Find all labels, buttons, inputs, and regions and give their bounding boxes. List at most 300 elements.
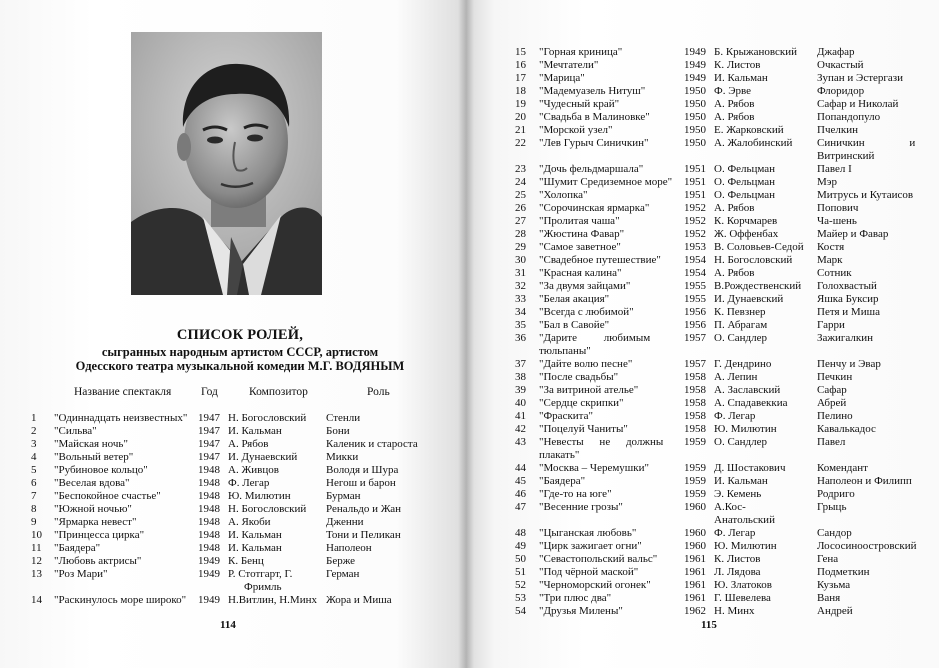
- table-row: [466, 384, 939, 397]
- row-year: 1950: [684, 124, 706, 136]
- table-row: [0, 503, 466, 516]
- row-year: 1954: [684, 254, 706, 266]
- row-num: 1: [31, 412, 37, 424]
- row-num: 37: [515, 358, 526, 370]
- row-title: "Сердце скрипки": [539, 397, 624, 409]
- left-page: [0, 0, 466, 668]
- row-role: Негош и барон: [326, 477, 396, 489]
- row-composer: Ю. Милютин: [714, 540, 777, 552]
- row-year: 1961: [684, 592, 706, 604]
- row-title: "Лев Гурыч Синичкин": [539, 137, 649, 149]
- row-year: 1958: [684, 423, 706, 435]
- table-row: [0, 516, 466, 529]
- row-num: 30: [515, 254, 526, 266]
- row-title: "Друзья Милены": [539, 605, 623, 617]
- row-year: 1956: [684, 306, 706, 318]
- row-num: 8: [31, 503, 37, 515]
- row-num: 27: [515, 215, 526, 227]
- row-num: 9: [31, 516, 37, 528]
- row-role: Пенчу и Эвар: [817, 358, 881, 370]
- page-number: 115: [701, 619, 717, 631]
- table-row: [466, 280, 939, 293]
- row-num: 38: [515, 371, 526, 383]
- table-row: [0, 542, 466, 555]
- table-row: [466, 241, 939, 254]
- row-title: "Поцелуй Чаниты": [539, 423, 628, 435]
- row-composer: А. Рябов: [714, 111, 755, 123]
- row-role: Яшка Буксир: [817, 293, 879, 305]
- row-num: 41: [515, 410, 526, 422]
- row-composer: Ю. Милютин: [714, 423, 777, 435]
- row-num: 20: [515, 111, 526, 123]
- row-composer: А. Рябов: [714, 202, 755, 214]
- row-title: "Горная криница": [539, 46, 623, 58]
- row-composer: И. Дунаевский: [228, 451, 298, 463]
- row-year: 1951: [684, 163, 706, 175]
- row-composer: Э. Кемень: [714, 488, 762, 500]
- row-year: 1948: [198, 477, 220, 489]
- row-year: 1952: [684, 202, 706, 214]
- row-role: Тони и Пеликан: [326, 529, 401, 541]
- header-year: Год: [201, 386, 218, 398]
- row-year: 1948: [198, 516, 220, 528]
- row-role: Кузьма: [817, 579, 851, 591]
- row-num: 11: [31, 542, 42, 554]
- row-num: 18: [515, 85, 526, 97]
- row-num: 7: [31, 490, 37, 502]
- row-composer: К. Листов: [714, 59, 761, 71]
- row-year: 1956: [684, 319, 706, 331]
- row-title: "Сорочинская ярмарка": [539, 202, 650, 214]
- row-composer: К. Бенц: [228, 555, 264, 567]
- row-composer: Д. Шостакович: [714, 462, 786, 474]
- row-num: 13: [31, 568, 42, 580]
- row-title: "Весенние грозы": [539, 501, 623, 513]
- row-title: "Морской узел": [539, 124, 613, 136]
- row-num: 10: [31, 529, 42, 541]
- row-num: 34: [515, 306, 526, 318]
- table-row: [466, 371, 939, 384]
- row-title: "Ярмарка невест": [54, 516, 137, 528]
- row-title: "Где-то на юге": [539, 488, 612, 500]
- row-num: 22: [515, 137, 526, 149]
- row-role: Грыць: [817, 501, 847, 513]
- page-number: 114: [220, 619, 236, 631]
- row-role: Зажигалкин: [817, 332, 873, 344]
- table-row: [0, 555, 466, 568]
- row-role: Сандор: [817, 527, 852, 539]
- row-title: "Всегда с любимой": [539, 306, 634, 318]
- row-year: 1949: [684, 72, 706, 84]
- row-num: 54: [515, 605, 526, 617]
- row-year: 1947: [198, 451, 220, 463]
- row-num: 31: [515, 267, 526, 279]
- row-num: 52: [515, 579, 526, 591]
- row-title: "Москва – Черемушки": [539, 462, 649, 474]
- row-num: 42: [515, 423, 526, 435]
- row-composer: Б. Крыжановский: [714, 46, 798, 58]
- table-row: [466, 553, 939, 566]
- row-year: 1957: [684, 358, 706, 370]
- row-role: Бони: [326, 425, 350, 437]
- row-year: 1948: [198, 503, 220, 515]
- row-composer: Н.Витлин, Н.Минх: [228, 594, 317, 606]
- row-composer: В.Рождественский: [714, 280, 802, 292]
- row-year: 1948: [198, 542, 220, 554]
- table-row: [466, 163, 939, 176]
- row-role: Голохвастый: [817, 280, 877, 292]
- row-title: "За двумя зайцами": [539, 280, 631, 292]
- row-composer: А. Живцов: [228, 464, 279, 476]
- row-num: 35: [515, 319, 526, 331]
- row-year: 1948: [198, 464, 220, 476]
- row-year: 1949: [198, 568, 220, 580]
- list-subtitle-line1: сыгранных народным артистом СССР, артистом: [101, 345, 379, 359]
- row-year: 1947: [198, 425, 220, 437]
- row-role: Павел I: [817, 163, 852, 175]
- row-composer: И. Дунаевский: [714, 293, 784, 305]
- table-row: [466, 319, 939, 332]
- row-title: "Белая акация": [539, 293, 610, 305]
- row-title: "Фраскита": [539, 410, 593, 422]
- row-year: 1961: [684, 579, 706, 591]
- row-composer: П. Абрагам: [714, 319, 768, 331]
- row-num: 43: [515, 436, 526, 448]
- row-composer: А. Рябов: [228, 438, 269, 450]
- row-num: 45: [515, 475, 526, 487]
- row-title: "За витриной ателье": [539, 384, 639, 396]
- row-composer: Н. Богословский: [228, 412, 307, 424]
- row-composer: Г. Дендрино: [714, 358, 772, 370]
- row-title: "Майская ночь": [54, 438, 128, 450]
- table-row: [0, 529, 466, 542]
- row-composer: Ф. Легар: [714, 410, 756, 422]
- row-role: Абрей: [817, 397, 847, 409]
- row-title: "Сильва": [54, 425, 97, 437]
- row-composer: А.Кос-: [714, 501, 746, 513]
- row-role: Герман: [326, 568, 360, 580]
- table-row: [466, 488, 939, 501]
- row-role: Кавалькадос: [817, 423, 876, 435]
- row-role: Наполеон и Филипп: [817, 475, 912, 487]
- row-composer: О. Сандлер: [714, 332, 768, 344]
- table-row: [466, 436, 939, 449]
- row-title: "Одиннадцать неизвестных": [54, 412, 188, 424]
- table-row: [466, 332, 939, 345]
- table-row: [466, 111, 939, 124]
- list-subtitle-line2: Одесского театра музыкальной комедии М.Г. ВОДЯНЫМ: [75, 359, 405, 373]
- row-composer-continuation: Фримль: [244, 581, 282, 593]
- table-row: [466, 462, 939, 475]
- row-composer: Ю. Милютин: [228, 490, 291, 502]
- row-year: 1954: [684, 267, 706, 279]
- header-role: Роль: [367, 386, 390, 398]
- row-composer: Г. Шевелева: [714, 592, 771, 604]
- row-role: Жора и Миша: [326, 594, 392, 606]
- row-role: Очкастый: [817, 59, 864, 71]
- row-role: Наполеон: [326, 542, 372, 554]
- row-role: Джафар: [817, 46, 855, 58]
- row-num: 25: [515, 189, 526, 201]
- portrait-photo: [131, 32, 322, 295]
- row-composer: О. Фельцман: [714, 176, 776, 188]
- row-composer: Ф. Легар: [714, 527, 756, 539]
- row-year: 1950: [684, 137, 706, 149]
- row-num: 47: [515, 501, 526, 513]
- row-num: 40: [515, 397, 526, 409]
- table-row: [0, 464, 466, 477]
- table-row: [466, 137, 939, 150]
- row-title: "Рубиновое кольцо": [54, 464, 148, 476]
- row-composer: А. Жалобинский: [714, 137, 793, 149]
- row-year: 1955: [684, 280, 706, 292]
- row-title: "Баядера": [539, 475, 586, 487]
- row-title: "Холопка": [539, 189, 588, 201]
- row-num: 33: [515, 293, 526, 305]
- row-num: 49: [515, 540, 526, 552]
- row-role: Сафар: [817, 384, 847, 396]
- row-title: "Черноморский огонек": [539, 579, 651, 591]
- row-num: 12: [31, 555, 42, 567]
- row-year: 1960: [684, 501, 706, 513]
- table-row: [0, 477, 466, 490]
- row-num: 36: [515, 332, 526, 344]
- row-title: "Беспокойное счастье": [54, 490, 161, 502]
- row-role: Дженни: [326, 516, 364, 528]
- table-row: [466, 527, 939, 540]
- table-row: [466, 46, 939, 59]
- row-year: 1952: [684, 228, 706, 240]
- table-row: [466, 423, 939, 436]
- table-row: [466, 215, 939, 228]
- row-role: Гена: [817, 553, 839, 565]
- row-composer: А. Якоби: [228, 516, 271, 528]
- row-year: 1961: [684, 553, 706, 565]
- table-row: [466, 59, 939, 72]
- table-row: [466, 592, 939, 605]
- row-year: 1952: [684, 215, 706, 227]
- row-title: "Мадемуазель Нитуш": [539, 85, 646, 97]
- row-year: 1948: [198, 490, 220, 502]
- row-year: 1961: [684, 566, 706, 578]
- row-composer: И. Кальман: [228, 529, 282, 541]
- row-num: 48: [515, 527, 526, 539]
- row-composer: Ф. Легар: [228, 477, 270, 489]
- row-composer: К. Листов: [714, 553, 761, 565]
- row-role: Мэр: [817, 176, 838, 188]
- row-title: "Невесты не должны: [539, 436, 664, 448]
- row-num: 46: [515, 488, 526, 500]
- row-role: Сафар и Николай: [817, 98, 899, 110]
- row-year: 1949: [684, 59, 706, 71]
- row-title: "Роз Мари": [54, 568, 108, 580]
- row-role: Подметкин: [817, 566, 870, 578]
- row-title: "Цыганская любовь": [539, 527, 637, 539]
- table-row: [466, 501, 939, 514]
- table-row: [0, 490, 466, 503]
- table-row: [466, 176, 939, 189]
- row-composer: К. Певзнер: [714, 306, 766, 318]
- row-role: Микки: [326, 451, 359, 463]
- table-row: [466, 579, 939, 592]
- row-num: 3: [31, 438, 37, 450]
- row-composer: И. Кальман: [714, 72, 768, 84]
- row-role: Ча-шень: [817, 215, 857, 227]
- row-role: Каленик и староста: [326, 438, 418, 450]
- row-role: Печкин: [817, 371, 853, 383]
- row-title: "Бал в Савойе": [539, 319, 610, 331]
- row-year: 1960: [684, 540, 706, 552]
- table-row: [0, 594, 466, 607]
- row-year: 1960: [684, 527, 706, 539]
- row-title: "Принцесса цирка": [54, 529, 145, 541]
- row-num: 14: [31, 594, 42, 606]
- row-year: 1951: [684, 189, 706, 201]
- row-role: Андрей: [817, 605, 853, 617]
- row-role: Зупан и Эстергази: [817, 72, 904, 84]
- row-title: "Пролитая чаша": [539, 215, 620, 227]
- table-row: [466, 397, 939, 410]
- row-year: 1958: [684, 384, 706, 396]
- row-num: 19: [515, 98, 526, 110]
- row-year: 1949: [198, 555, 220, 567]
- row-year: 1958: [684, 397, 706, 409]
- row-title: "Жюстина Фавар": [539, 228, 625, 240]
- row-role: Володя и Шура: [326, 464, 399, 476]
- row-composer: К. Корчмарев: [714, 215, 778, 227]
- row-composer: А. Рябов: [714, 267, 755, 279]
- row-title: "После свадьбы": [539, 371, 619, 383]
- table-row: [466, 540, 939, 553]
- row-role: Петя и Миша: [817, 306, 880, 318]
- row-composer: А. Лепин: [714, 371, 758, 383]
- row-year: 1959: [684, 475, 706, 487]
- row-num: 4: [31, 451, 37, 463]
- row-role: Флоридор: [817, 85, 865, 97]
- table-row: [466, 605, 939, 618]
- row-composer: Е. Жарковский: [714, 124, 784, 136]
- row-role: Гарри: [817, 319, 845, 331]
- header-composer: Композитор: [249, 386, 308, 398]
- row-composer-continuation: Анатольский: [714, 514, 775, 526]
- row-role: Лососиноостровский: [817, 540, 917, 552]
- row-title: "Свадьба в Малиновке": [539, 111, 650, 123]
- table-row: [466, 358, 939, 371]
- row-role: Павел: [817, 436, 846, 448]
- row-composer: В. Соловьев-Седой: [714, 241, 804, 253]
- row-role: Бурман: [326, 490, 361, 502]
- row-role: Ваня: [817, 592, 841, 604]
- row-title: "Мечтатели": [539, 59, 599, 71]
- table-row: [466, 228, 939, 241]
- row-title: "Красная калина": [539, 267, 622, 279]
- row-year: 1950: [684, 111, 706, 123]
- row-num: 51: [515, 566, 526, 578]
- row-year: 1957: [684, 332, 706, 344]
- row-num: 21: [515, 124, 526, 136]
- row-year: 1953: [684, 241, 706, 253]
- row-role-continuation: Витринский: [817, 150, 875, 162]
- row-num: 50: [515, 553, 526, 565]
- row-composer: Ж. Оффенбах: [714, 228, 779, 240]
- row-num: 23: [515, 163, 526, 175]
- row-composer: Л. Лядова: [714, 566, 761, 578]
- row-title: "Дарите любимым: [539, 332, 651, 344]
- row-title: "Дочь фельдмаршала": [539, 163, 644, 175]
- row-composer: Ф. Эрве: [714, 85, 751, 97]
- row-year: 1958: [684, 410, 706, 422]
- book-spine-shadow: [458, 0, 474, 668]
- row-title: "Веселая вдова": [54, 477, 130, 489]
- row-num: 28: [515, 228, 526, 240]
- row-year: 1959: [684, 488, 706, 500]
- row-role: Марк: [817, 254, 843, 266]
- table-row: [466, 410, 939, 423]
- table-row: [466, 566, 939, 579]
- row-composer: А. Спадавеккиа: [714, 397, 788, 409]
- row-role: Родриго: [817, 488, 855, 500]
- row-year: 1949: [198, 594, 220, 606]
- table-row: [466, 124, 939, 137]
- table-row: [466, 254, 939, 267]
- row-title: "Раскинулось море широко": [54, 594, 187, 606]
- row-role: Пелино: [817, 410, 853, 422]
- table-row: [466, 293, 939, 306]
- row-year: 1951: [684, 176, 706, 188]
- row-composer: О. Фельцман: [714, 189, 776, 201]
- row-role: Пчелкин: [817, 124, 858, 136]
- row-role: Попович: [817, 202, 859, 214]
- row-role: Попандопуло: [817, 111, 881, 123]
- row-role: Берже: [326, 555, 356, 567]
- row-composer: Н. Богословский: [228, 503, 307, 515]
- row-num: 17: [515, 72, 526, 84]
- row-title: "Севастопольский вальс": [539, 553, 658, 565]
- right-page: [466, 0, 939, 668]
- row-composer: И. Кальман: [228, 542, 282, 554]
- row-num: 53: [515, 592, 526, 604]
- row-year: 1950: [684, 85, 706, 97]
- list-title: СПИСОК РОЛЕЙ,: [176, 327, 304, 343]
- row-title: "Дайте волю песне": [539, 358, 633, 370]
- row-num: 24: [515, 176, 526, 188]
- table-row: [466, 85, 939, 98]
- row-num: 44: [515, 462, 526, 474]
- row-role: Комендант: [817, 462, 868, 474]
- row-title-continuation: плакать": [539, 449, 580, 461]
- row-title: "Баядера": [54, 542, 101, 554]
- row-title: "Южной ночью": [54, 503, 132, 515]
- row-role: Сотник: [817, 267, 852, 279]
- row-title: "Шумит Средиземное море": [539, 176, 673, 188]
- row-composer: Н. Минх: [714, 605, 755, 617]
- row-year: 1949: [684, 46, 706, 58]
- row-composer: О. Фельцман: [714, 163, 776, 175]
- row-title: "Три плюс два": [539, 592, 612, 604]
- table-row: [0, 412, 466, 425]
- row-title: "Цирк зажигает огни": [539, 540, 642, 552]
- row-title: "Чудесный край": [539, 98, 620, 110]
- row-composer: Р. Стотгарт, Г.: [228, 568, 293, 580]
- row-title-continuation: тюльпаны": [539, 345, 591, 357]
- row-composer: И. Кальман: [228, 425, 282, 437]
- row-num: 6: [31, 477, 37, 489]
- row-year: 1958: [684, 371, 706, 383]
- table-row: [466, 202, 939, 215]
- row-title: "Вольный ветер": [54, 451, 134, 463]
- row-year: 1959: [684, 436, 706, 448]
- row-composer: О. Сандлер: [714, 436, 768, 448]
